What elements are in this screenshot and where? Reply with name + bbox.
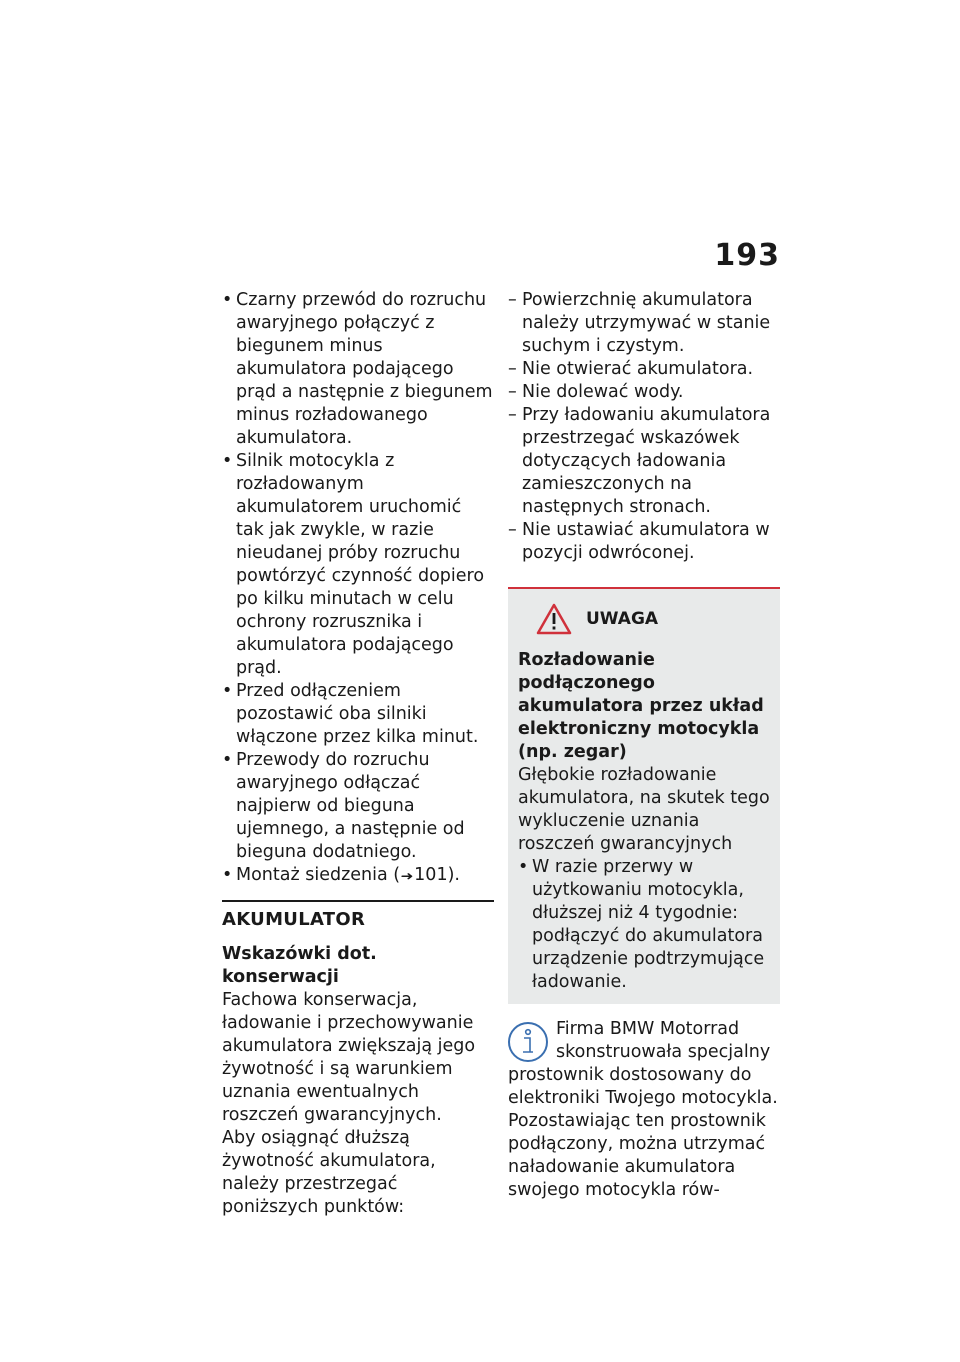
page-number: 193 [714, 238, 780, 273]
list-item: • W razie przerwy w użytkowaniu motocykla, dłuższej niż 4 tygodnie: podłączyć do akumulatora urządzenie podtrzymujące ładowanie. [518, 856, 770, 994]
list-item: – Nie otwierać akumulatora. [508, 358, 780, 381]
list-item [222, 864, 494, 888]
list-item: – Powierzchnię akumulatora należy utrzymywać w stanie suchym i czystym. [508, 289, 780, 358]
list-item: – Nie dolewać wody. [508, 381, 780, 404]
dash-list [508, 289, 780, 565]
paragraph: Fachowa konserwacja, ładowanie i przechowywanie akumulatora zwiększają jego żywotność i są warunkiem uznania ewentualnych roszczeń gwarancyjnych. [222, 990, 476, 1125]
list-item: • Czarny przewód do rozruchu awaryjnego połączyć z biegunem minus akumulatora podającego prąd a następnie z biegunem minus rozładowanego akumulatora. [222, 289, 494, 450]
right-column [508, 289, 780, 1202]
warning-box [508, 587, 780, 1004]
list-item: – Nie ustawiać akumulatora w pozycji odwróconej. [508, 519, 780, 565]
warning-text: Głębokie rozładowanie akumulatora, na skutek tego wykluczenie uznania roszczeń gwarancyjnych [518, 765, 770, 854]
warning-title: Rozładowanie podłączonego akumulatora przez układ elektroniczny motocykla (np. zegar) [518, 650, 764, 762]
subsection-title: Wskazówki dot. konserwacji [222, 944, 377, 987]
list-item: • Przewody do rozruchu awaryjnego odłączać najpierw od bieguna ujemnego, a następnie od bieguna dodatniego. [222, 749, 494, 864]
warning-label: UWAGA [586, 608, 659, 629]
list-item: • Przed odłączeniem pozostawić oba silniki włączone przez kilka minut. [222, 680, 494, 749]
list-item: • Silnik motocykla z rozładowanym akumulatorem uruchomić tak jak zwykle, w razie nieudanej próby rozruchu powtórzyć czynność dopiero po kilku minutach w celu ochrony rozrusznika i akumulatora podającego prąd. [222, 450, 494, 680]
page-reference-link[interactable]: 101). [414, 865, 460, 885]
page-reference-arrow-icon: ➜ [400, 869, 414, 883]
list-item: – Przy ładowaniu akumulatora przestrzegać wskazówek dotyczących ładowania zamieszczonych na następnych stronach. [508, 404, 780, 519]
info-icon [506, 1020, 550, 1064]
section-divider [222, 900, 494, 902]
bullet-list [222, 289, 494, 888]
section-title: AKUMULATOR [222, 909, 366, 930]
warning-bullet-list [518, 856, 770, 994]
left-column [222, 289, 494, 1219]
warning-header [536, 603, 770, 635]
info-block [508, 1018, 780, 1202]
list-item-text: Montaż siedzenia ( [236, 865, 401, 885]
warning-triangle-icon [536, 603, 572, 635]
paragraph: Aby osiągnąć dłuższą żywotność akumulatora, należy przestrzegać poniższych punktów: [222, 1128, 436, 1217]
info-text: Firma BMW Motorrad skonstruowała specjalny prostownik dostosowany do elektroniki Twojego motocykla. Pozostawiając ten prostownik podłączony, można utrzymać naładowanie akumulatora swojego motocykla rów- [508, 1019, 778, 1200]
